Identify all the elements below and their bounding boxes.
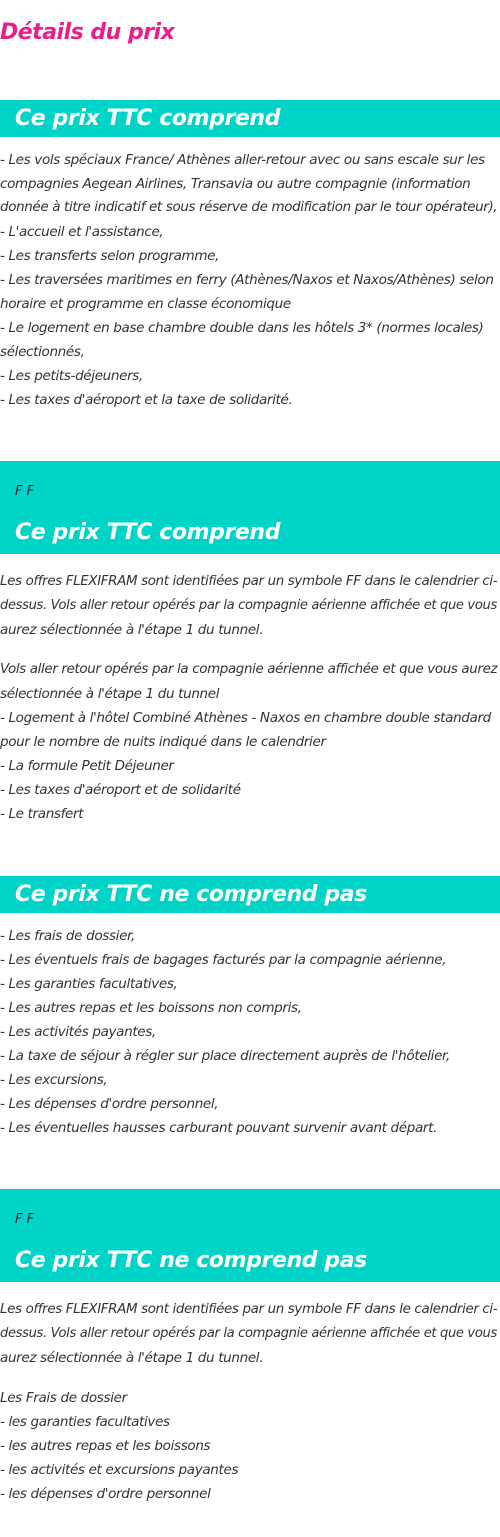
list-line: - Les frais de dossier, xyxy=(0,928,135,944)
section-body-includes xyxy=(0,148,500,412)
section-header-ff-excludes xyxy=(0,1189,500,1282)
flexifram-intro xyxy=(0,570,500,642)
section-body-excludes xyxy=(0,924,500,1140)
list-line: - les dépenses d'ordre personnel xyxy=(0,1486,211,1502)
list-line: - Les activités payantes, xyxy=(0,1024,156,1040)
list-line: - Les dépenses d'ordre personnel, xyxy=(0,1096,219,1112)
section-title: Ce prix TTC comprend xyxy=(15,520,281,545)
intro-line: dessus. Vols aller retour opérés par la compagnie aérienne affichée et que vous xyxy=(0,1326,497,1341)
inclusions-list xyxy=(0,148,500,412)
section-title: Ce prix TTC ne comprend pas xyxy=(15,1248,367,1273)
exclusions-list xyxy=(0,924,500,1140)
list-line: - les garanties facultatives xyxy=(0,1414,170,1430)
section-title: Ce prix TTC comprend xyxy=(15,106,281,131)
intro-line: dessus. Vols aller retour opérés par la compagnie aérienne affichée et que vous xyxy=(0,598,497,613)
list-line: - Les traversées maritimes en ferry (Athènes/Naxos et Naxos/Athènes) selon xyxy=(0,272,494,288)
intro-line: aurez sélectionnée à l'étape 1 du tunnel. xyxy=(0,1350,264,1366)
list-line: - Les transferts selon programme, xyxy=(0,248,220,264)
list-line: donnée à titre indicatif et sous réserve de modification par le tour opérateur), xyxy=(0,200,498,215)
list-line: - Le logement en base chambre double dans les hôtels 3* (normes locales) xyxy=(0,320,484,336)
intro-line: Les offres FLEXIFRAM sont identifiées par un symbole FF dans le calendrier ci- xyxy=(0,1302,498,1317)
list-line: - Les garanties facultatives, xyxy=(0,976,178,992)
list-line: - La formule Petit Déjeuner xyxy=(0,758,174,774)
page-title: Détails du prix xyxy=(0,20,175,45)
list-line: - L'accueil et l'assistance, xyxy=(0,224,164,240)
list-line: sélectionnée à l'étape 1 du tunnel xyxy=(0,686,220,702)
list-line: - Le transfert xyxy=(0,806,84,822)
list-line: Vols aller retour opérés par la compagnie aérienne affichée et que vous aurez xyxy=(0,662,498,677)
section-header-ff-includes xyxy=(0,461,500,554)
list-line: - Les petits-déjeuners, xyxy=(0,368,143,384)
list-line: - Les éventuels frais de bagages facturés par la compagnie aérienne, xyxy=(0,952,447,968)
list-line: - Les taxes d'aéroport et la taxe de solidarité. xyxy=(0,392,293,408)
list-line: - La taxe de séjour à régler sur place directement auprès de l'hôtelier, xyxy=(0,1048,450,1064)
section-header-includes xyxy=(0,100,500,137)
intro-line: Les offres FLEXIFRAM sont identifiées par un symbole FF dans le calendrier ci- xyxy=(0,574,498,589)
section-body-ff-includes xyxy=(0,570,500,826)
list-line: - Les autres repas et les boissons non compris, xyxy=(0,1000,302,1016)
list-line: - les autres repas et les boissons xyxy=(0,1438,211,1454)
list-line: Les Frais de dossier xyxy=(0,1390,127,1406)
ff-tag: F F xyxy=(15,484,35,499)
ff-inclusions-list xyxy=(0,658,500,826)
list-line: - Logement à l'hôtel Combiné Athènes - Naxos en chambre double standard xyxy=(0,710,491,726)
list-line: - Les taxes d'aéroport et de solidarité xyxy=(0,782,241,798)
list-line: pour le nombre de nuits indiqué dans le calendrier xyxy=(0,734,326,750)
list-line: compagnies Aegean Airlines, Transavia ou autre compagnie (information xyxy=(0,176,471,192)
ff-tag: F F xyxy=(15,1212,35,1227)
list-line: - Les éventuelles hausses carburant pouvant survenir avant départ. xyxy=(0,1120,438,1136)
list-line: - Les vols spéciaux France/ Athènes aller-retour avec ou sans escale sur les xyxy=(0,152,485,168)
flexifram-intro xyxy=(0,1298,500,1370)
section-header-excludes xyxy=(0,876,500,913)
list-line: horaire et programme en classe économique xyxy=(0,296,291,312)
section-title: Ce prix TTC ne comprend pas xyxy=(15,882,367,907)
section-body-ff-excludes xyxy=(0,1298,500,1506)
intro-line: aurez sélectionnée à l'étape 1 du tunnel. xyxy=(0,622,264,638)
list-line: sélectionnés, xyxy=(0,344,85,360)
list-line: - les activités et excursions payantes xyxy=(0,1462,239,1478)
ff-exclusions-list xyxy=(0,1386,500,1506)
list-line: - Les excursions, xyxy=(0,1072,108,1088)
